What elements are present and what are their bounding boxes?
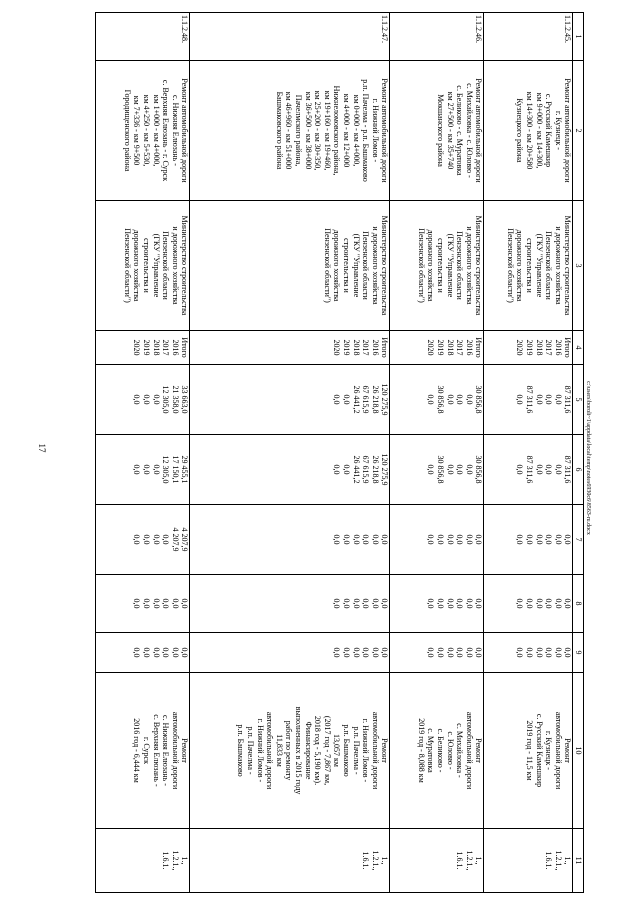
years: Итого 2016 2017 2018 2019 2020 — [484, 331, 573, 365]
table-row — [96, 13, 190, 893]
rotated-page — [56, 12, 584, 892]
expected-result: Ремонт автомобильной дороги г. Кузнецк - с. Русский Камешкир 2019 год - 11,5 км — [484, 673, 573, 829]
years: Итого 2016 2017 2018 2019 2020 — [96, 331, 190, 365]
footer-file-path: c:\users\boroli~1\appdata\local\temp\notes6930c6\8563-ru.docx — [585, 381, 591, 535]
table-row — [484, 13, 573, 893]
indicator-refs: 1., 1.2.1., 1.6.1. — [484, 829, 573, 893]
indicator-refs: 1., 1.2.1., 1.6.1. — [390, 829, 484, 893]
regional-funding: 87 311,6 0,0 0,0 0,0 87 311,6 0,0 — [484, 435, 573, 505]
header-cell: 8 — [573, 575, 584, 633]
executor: Министерство строительства и дорожного хозяйства Пензенской области (ГКУ "Управление строительства и дорожного хозяйства Пензенской области") — [190, 201, 390, 331]
regional-funding: 30 856,8 0,0 0,0 0,0 30 856,8 0,0 — [390, 435, 484, 505]
header-cell: 6 — [573, 435, 584, 505]
total-funding: 33 663,0 21 358,0 12 305,0 0,0 0,0 0,0 — [96, 365, 190, 435]
table-row — [390, 13, 484, 893]
total-funding: 87 311,6 0,0 0,0 0,0 87 311,6 0,0 — [484, 365, 573, 435]
local-funding: 0,0 0,0 0,0 0,0 0,0 0,0 — [484, 575, 573, 633]
header-row — [573, 13, 584, 893]
years: Итого 2016 2017 2018 2019 2020 — [390, 331, 484, 365]
other-funding: 0,0 0,0 0,0 0,0 0,0 0,0 — [390, 633, 484, 673]
table-row — [190, 13, 390, 893]
page-number: 17 — [37, 443, 47, 453]
other-funding: 0,0 0,0 0,0 0,0 0,0 0,0 — [96, 633, 190, 673]
expected-result: Ремонт автомобильной дороги с. Нижняя Елюзань - с. Верхняя Елюзань - г. Сурск 2016 год - 6,444 км — [96, 673, 190, 829]
program-table — [95, 12, 584, 893]
executor: Министерство строительства и дорожного хозяйства Пензенской области (ГКУ "Управление строительства и дорожного хозяйства Пензенской области") — [390, 201, 484, 331]
federal-funding: 0,0 0,0 0,0 0,0 0,0 0,0 — [484, 505, 573, 575]
row-number: 1.1.2.47. — [190, 13, 390, 61]
header-cell: 7 — [573, 505, 584, 575]
total-funding: 120 275,9 26 218,8 67 615,9 26 441,2 0,0 0,0 — [190, 365, 390, 435]
federal-funding: 0,0 0,0 0,0 0,0 0,0 0,0 — [190, 505, 390, 575]
object-name: Ремонт автомобильной дороги с. Нижняя Елюзань - с. Верхняя Елюзань - г. Сурск км 1+000 - км 4+000, км 4+250 - км 5+530, км 7+336 - км 9+500 Городищенского района — [96, 61, 190, 201]
header-cell: 4 — [573, 331, 584, 365]
local-funding: 0,0 0,0 0,0 0,0 0,0 0,0 — [190, 575, 390, 633]
header-cell: 3 — [573, 201, 584, 331]
federal-funding: 4 207,9 4 207,9 0,0 0,0 0,0 0,0 — [96, 505, 190, 575]
local-funding: 0,0 0,0 0,0 0,0 0,0 0,0 — [390, 575, 484, 633]
other-funding: 0,0 0,0 0,0 0,0 0,0 0,0 — [484, 633, 573, 673]
executor: Министерство строительства и дорожного хозяйства Пензенской области (ГКУ "Управление строительства и дорожного хозяйства Пензенской области") — [96, 201, 190, 331]
header-cell: 10 — [573, 673, 584, 829]
object-name: Ремонт автомобильной дороги г. Нижний Ломов - р.п. Пачелма - р.п. Башмаково км 0+000 - км 4+000, км 4+000 - км 12+000 Нижнеломовского района, км 19+160 - км 19+460, км 25+200 - км 30+350, км 36+500 - км 38+000 Пачелмского района, км 46+960 - км 51+000 Башмаковского района — [190, 61, 390, 201]
expected-result: Ремонт автомобильной дороги г. Нижний Ломов - р.п. Пачелма - р.п. Башмаково 13,057 км (2017 год - 7,867 км, 2018 год - 5,190 км). Финансирование выполненных в 2015 году работ по ремонту 11,833 км автомобильной дороги г. Нижний Ломов - р.п. Пачелма - р.п. Башмаково — [190, 673, 390, 829]
object-name: Ремонт автомобильной дороги г. Кузнецк - с. Русский Камешкир км 9+000 - км 14+300, км 14+300 - км 20+580 Кузнецкого района — [484, 61, 573, 201]
other-funding: 0,0 0,0 0,0 0,0 0,0 0,0 — [190, 633, 390, 673]
header-cell: 9 — [573, 633, 584, 673]
row-number: 1.1.2.48. — [96, 13, 190, 61]
indicator-refs: 1., 1.2.1., 1.6.1. — [190, 829, 390, 893]
local-funding: 0,0 0,0 0,0 0,0 0,0 0,0 — [96, 575, 190, 633]
years: Итого 2016 2017 2018 2019 2020 — [190, 331, 390, 365]
row-number: 1.1.2.46. — [390, 13, 484, 61]
header-cell: 2 — [573, 61, 584, 201]
total-funding: 30 856,8 0,0 0,0 0,0 30 856,8 0,0 — [390, 365, 484, 435]
expected-result: Ремонт автомобильной дороги с. Михайловка - с. Юловю - с. Беликово - с. Муратовка 2019 год - 8,088 км — [390, 673, 484, 829]
row-number: 1.1.2.45. — [484, 13, 573, 61]
indicator-refs: 1., 1.2.1., 1.6.1. — [96, 829, 190, 893]
header-cell: 11 — [573, 829, 584, 893]
object-name: Ремонт автомобильной дороги с. Михайловка - с. Юловю - с. Беликово - с. Муратовка км 27+500 - км 35+740 Мокшанского района — [390, 61, 484, 201]
regional-funding: 120 275,9 26 218,8 67 615,9 26 441,2 0,0 0,0 — [190, 435, 390, 505]
header-cell: 5 — [573, 365, 584, 435]
header-cell: 1 — [573, 13, 584, 61]
regional-funding: 29 455,1 17 150,1 12 305,0 0,0 0,0 0,0 — [96, 435, 190, 505]
federal-funding: 0,0 0,0 0,0 0,0 0,0 0,0 — [390, 505, 484, 575]
executor: Министерство строительства и дорожного хозяйства Пензенской области (ГКУ "Управление строительства и дорожного хозяйства Пензенской области") — [484, 201, 573, 331]
